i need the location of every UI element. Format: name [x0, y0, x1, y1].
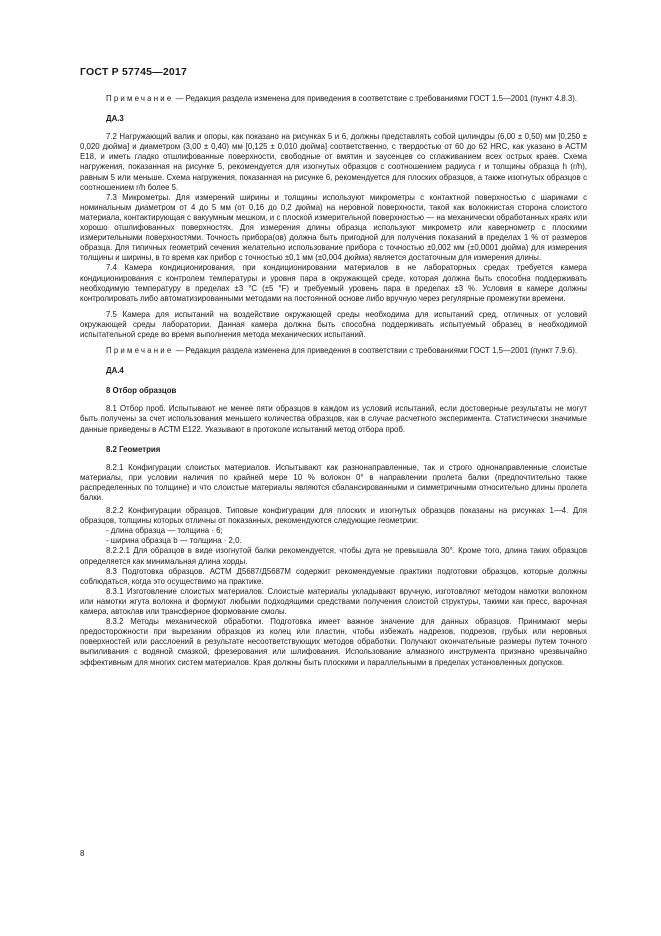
body-paragraph: 7.5 Камера для испытаний на воздействие окружающей среды необходима для испытаний сред, отличных от условий окружающей среды лаборатории. Данная камера должна быть способна поддерживать испытуемый образец в необходимой испытательной среде во время выполнения метода механических испытаний. [80, 309, 587, 339]
note-label: Примечание [106, 346, 174, 356]
body-paragraph: 7.3 Микрометры. Для измерений ширины и толщины используют микрометры с контактной поверхностью с шариками с номинальным диаметром от 4 до 5 мм (от 0,16 до 0,2 дюйма) на неровной поверхности, такой как волокнистая сторона слоистого материала, контактирующая с вакуумным мешком, и с плоской измерительной поверхностью — на механически обработанных краях или хорошо отшлифованных поверхностях. Для измерения длины образца используют микрометр или кавернометр с плоскими измерительными поверхностями. Точность прибора(ов) должна быть пригодной для получения показаний в пределах 1 % от размеров образца. Для типичных геометрий сечения желательно использование прибора с точностью ±0,002 мм (±0,0001 дюйма) для измерения толщины и ширины, в то время как прибор с точностью ±0,1 мм (±0,004 дюйма) является достаточным для измерения длины. [80, 192, 587, 263]
body-paragraph: 8.3.1 Изготовление слоистых материалов. Слоистые материалы укладывают вручную, изготовляют методом намотки волокном или намотки жгута волокна и формуют любыми подходящими средствами получения слоистой структуры, такими как пресс, варочная камера, автоклав или трансферное формование смолы. [80, 586, 587, 617]
note-label: Примечание [106, 94, 174, 103]
body-paragraph: 8.1 Отбор проб. Испытывают не менее пяти образцов в каждом из условий испытаний, если достоверные результаты не могут быть получены за счет использования меньшего количества образцов, как в случае расчетного эксперимента. Статистически значимые данные приведены в АСТМ Е122. Указывают в протоколе испытаний метод отбора проб. [80, 404, 587, 434]
body-paragraph: 7.2 Нагружающий валик и опоры, как показано на рисунках 5 и 6, должны представлять собой цилиндры (6,00 ± 0,50) мм [0,250 ± 0,020 дюйма] и диаметром (3,00 ± 0,40) мм [0,125 ± 0,010 дюйма] соответственно, с твердостью от 60 до 62 HRC, как указано в АСТМ Е18, и иметь гладко отшлифованные поверхности, свободные от вмятин и заусенцев со сглаживанием всех острых краев. Схема нагружения, показанная на рисунке 5, рекомендуется для изогнутых образцов с соотношением радиуса r и толщины образца h (r/h), равным 5 или меньше. Схема нагружения, показанная на рисунке 6, рекомендуется для плоских образцов, а также изогнутых образцов с соотношением r/h более 5. [80, 132, 587, 192]
section-heading: ДА.3 [106, 114, 124, 124]
body-paragraph: - ширина образца b — толщина · 2,0. [106, 536, 242, 546]
body-paragraph: 7.4 Камера кондиционирования, при кондиционировании материалов в не лабораторных средах требуется камера кондиционирования с контролем температуры и уровня пара в окружающей среде, которая должна быть способна поддерживать необходимую температуру в пределах ±3 °С (±5 °F) и требуемый уровень пара в пределах ±3 %. Условия в камере должны контролировать либо автоматизированными методами на постоянной основе либо вручную через регулярные промежутки времени. [80, 263, 587, 303]
note-paragraph [80, 346, 587, 356]
body-paragraph: 8.2.2 Конфигурации образцов. Типовые конфигурации для плоских и изогнутых образцов показаны на рисунках 1—4. Для образцов, толщины которых отличны от показанных, рекомендуются следующие геометрии: [80, 506, 587, 526]
body-paragraph: 8.2.2.1 Для образцов в виде изогнутой балки рекомендуется, чтобы дуга не превышала 30°. Кроме того, длина таких образцов определяется как минимальная длина хорды. [80, 546, 587, 566]
document-body [80, 94, 587, 668]
body-paragraph: 8.3.2 Методы механической обработки. Подготовка имеет важное значение для данных образцов. Принимают меры предосторожности при вырезании образцов из колец или пластин, чтобы избежать надрезов, подрезов, грубых или неровных поверхностей или расслоений в результате несоответствующих методов обработки. Получают окончательные размеры путем точного выпиливания с водяной смазкой, фрезерования или шлифования. Использование алмазного инструмента признано чрезвычайно эффективным для многих систем материалов. Края должны быть плоскими и параллельными в пределах установленных допусков. [80, 617, 587, 667]
section-heading: 8.2 Геометрия [106, 444, 161, 454]
body-paragraph: - длина образца — толщина · 6; [106, 526, 223, 536]
section-heading: 8 Отбор образцов [106, 386, 177, 396]
section-heading: ДА.4 [106, 366, 124, 376]
note-text: — Редакция раздела изменена для приведения в соответствие с требованиями ГОСТ 1.5—2001 (пункт 4.8.3). [173, 94, 578, 103]
body-paragraph: 8.3 Подготовка образцов. АСТМ Д5687/Д5687М содержит рекомендуемые практики подготовки образцов, которые должны соблюдаться, когда это осуществимо на практике. [80, 566, 587, 586]
page-number: 8 [80, 849, 85, 858]
document-code: ГОСТ Р 57745—2017 [80, 66, 188, 78]
body-paragraph: 8.2.1 Конфигурации слоистых материалов. Испытывают как разнонаправленные, так и строго однонаправленные слоистые материалы, при условии наличия по крайней мере 10 % волокон 0° в направлении пролета балки (предпочтительно также распределенных по толщине) и что слоистые материалы являются сбалансированными и симметричными относительно длины пролета балки. [80, 462, 587, 502]
note-text: — Редакция раздела изменена для приведения в соответствии с требованиями ГОСТ 1.5—2001 (пункт 7.9.6). [173, 346, 578, 356]
note-paragraph [80, 94, 587, 104]
